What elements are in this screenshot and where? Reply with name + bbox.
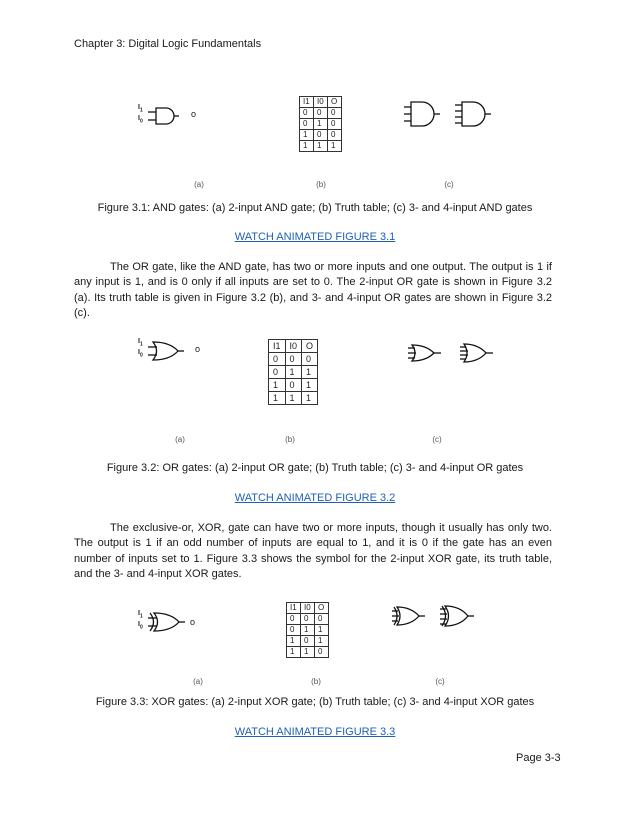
input-label-i1: $I_1$ (138, 610, 143, 620)
table-cell: 0 (314, 130, 328, 141)
fig2-sub-a: (a) (175, 435, 185, 444)
table-cell: 1 (269, 392, 286, 405)
table-cell: 0 (315, 614, 329, 625)
fig3-link-wrapper (0, 726, 630, 738)
table-cell: 0 (301, 636, 315, 647)
table-row (300, 141, 342, 152)
input-label-i0: $I_0$ (138, 621, 143, 631)
output-label: o (191, 109, 197, 119)
table-cell: 0 (314, 108, 328, 119)
table-header-cell: I0 (301, 603, 315, 614)
fig1-sub-a: (a) (194, 180, 204, 189)
table-row (300, 130, 342, 141)
fig1-caption: Figure 3.1: AND gates: (a) 2-input AND gate; (b) Truth table; (c) 3- and 4-input AND gates (97, 202, 533, 214)
table-cell: 1 (328, 141, 342, 152)
fig1-sub-b: (b) (316, 180, 326, 189)
table-header-cell: I0 (285, 340, 302, 353)
fig2-sub-b: (b) (285, 435, 295, 444)
table-cell: 1 (315, 636, 329, 647)
table-row (300, 119, 342, 130)
table-row (287, 614, 329, 625)
table-cell: 1 (302, 366, 318, 379)
table-cell: 1 (301, 625, 315, 636)
table-header-cell: O (302, 340, 318, 353)
fig2-caption: Figure 3.2: OR gates: (a) 2-input OR gate; (b) Truth table; (c) 3- and 4-input OR gates (106, 462, 524, 474)
input-label-i0: $I_0$ (138, 115, 143, 125)
table-cell: 0 (300, 108, 314, 119)
fig2-sub-c: (c) (432, 435, 442, 444)
table-row (287, 647, 329, 658)
table-header-cell: I1 (287, 603, 301, 614)
fig1-sub-c: (c) (444, 180, 454, 189)
table-cell: 1 (300, 130, 314, 141)
table-header-cell: O (315, 603, 329, 614)
table-cell: 1 (285, 392, 302, 405)
table-cell: 1 (301, 647, 315, 658)
xor-gate-4-input-icon (440, 605, 480, 627)
table-cell: 1 (300, 141, 314, 152)
table-header-row (269, 340, 318, 353)
fig2-link-wrapper (0, 492, 630, 504)
input-label-i0: $I_0$ (138, 349, 143, 359)
fig1-truth-table (299, 96, 342, 152)
watch-figure-3-3-link[interactable]: WATCH ANIMATED FIGURE 3.3 (234, 726, 396, 738)
table-cell: 1 (285, 366, 302, 379)
and-gate-4-input-icon (455, 100, 495, 128)
table-row (269, 392, 318, 405)
table-header-cell: I1 (300, 97, 314, 108)
table-row (269, 379, 318, 392)
paragraph-xor-gate-text: The exclusive-or, XOR, gate can have two or more inputs, though it usually has only two. The output is 1 if an odd number of inputs are equal to 1, and it is 0 if the gate has an even number of inputs set to 1. Figure 3.3 shows the symbol for the 2-input XOR gate, its truth table, and the 3- and 4-input XOR gates. (74, 522, 552, 580)
table-cell: 0 (302, 353, 318, 366)
table-cell: 0 (328, 130, 342, 141)
fig1-gate-a (138, 104, 208, 130)
table-cell: 0 (269, 366, 286, 379)
xor-gate-3-input-icon (392, 606, 432, 626)
and-gate-2-input-icon (148, 106, 188, 126)
paragraph-or-gate-text: The OR gate, like the AND gate, has two or more inputs and one output. The output is 1 if any input is 1, and is 0 only if all inputs are set to 0. The 2-input OR gate is shown in Figure 3.2 (a). Its truth table is given in Figure 3.2 (b), and 3- and 4-input OR gates are shown in Figure 3.2 (c). (74, 261, 552, 319)
watch-figure-3-2-link[interactable]: WATCH ANIMATED FIGURE 3.2 (234, 492, 396, 504)
table-cell: 1 (287, 636, 301, 647)
table-cell: 0 (285, 379, 302, 392)
table-cell: 1 (302, 379, 318, 392)
table-row (269, 353, 318, 366)
table-cell: 0 (328, 119, 342, 130)
table-row (300, 108, 342, 119)
fig2-gate-a (138, 338, 208, 364)
paragraph-or-gate (74, 260, 552, 321)
table-cell: 0 (269, 353, 286, 366)
and-gate-3-input-icon (404, 100, 444, 128)
table-header-cell: O (328, 97, 342, 108)
table-cell: 1 (287, 647, 301, 658)
table-header-row (300, 97, 342, 108)
or-gate-2-input-icon (148, 340, 192, 362)
table-cell: 0 (315, 647, 329, 658)
fig3-sub-b: (b) (311, 677, 321, 686)
table-cell: 0 (287, 614, 301, 625)
fig3-caption: Figure 3.3: XOR gates: (a) 2-input XOR gate; (b) Truth table; (c) 3- and 4-input XOR gates (95, 696, 535, 708)
table-row (287, 625, 329, 636)
table-cell: 1 (269, 379, 286, 392)
table-header-row (287, 603, 329, 614)
table-header-cell: I0 (314, 97, 328, 108)
table-header-cell: I1 (269, 340, 286, 353)
paragraph-xor-gate (74, 521, 552, 582)
xor-gate-2-input-icon (148, 611, 192, 633)
chapter-header: Chapter 3: Digital Logic Fundamentals (74, 38, 262, 50)
watch-figure-3-1-link[interactable]: WATCH ANIMATED FIGURE 3.1 (234, 231, 396, 243)
table-cell: 1 (314, 119, 328, 130)
table-cell: 0 (328, 108, 342, 119)
output-label: o (190, 617, 196, 627)
table-cell: 0 (301, 614, 315, 625)
table-cell: 0 (300, 119, 314, 130)
table-cell: 0 (285, 353, 302, 366)
input-label-i1: $I_1$ (138, 104, 143, 114)
fig3-gate-a (138, 610, 208, 636)
table-cell: 1 (315, 625, 329, 636)
table-row (269, 366, 318, 379)
table-cell: 1 (302, 392, 318, 405)
fig3-truth-table (286, 602, 329, 658)
input-label-i1: $I_1$ (138, 338, 143, 348)
or-gate-4-input-icon (460, 343, 500, 363)
fig1-link-wrapper (0, 231, 630, 243)
output-label: o (195, 344, 201, 354)
fig2-truth-table (268, 339, 318, 405)
page-number: Page 3-3 (516, 752, 561, 764)
fig3-sub-c: (c) (435, 677, 445, 686)
table-row (287, 636, 329, 647)
or-gate-3-input-icon (408, 344, 448, 362)
fig3-sub-a: (a) (193, 677, 203, 686)
table-cell: 0 (287, 625, 301, 636)
table-cell: 1 (314, 141, 328, 152)
